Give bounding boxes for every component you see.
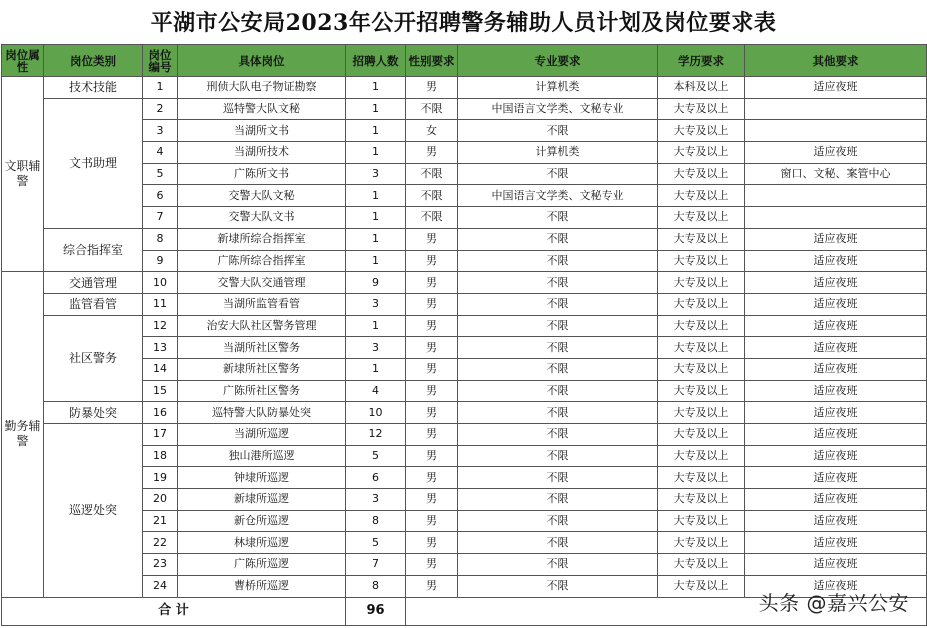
watermark: 头条 @嘉兴公安 xyxy=(758,591,909,615)
position-cell: 交警大队文书 xyxy=(178,207,346,229)
header-code: 岗位编号 xyxy=(143,45,178,77)
count-cell: 1 xyxy=(346,185,406,207)
gender-cell: 男 xyxy=(406,142,458,164)
other-cell: 适应夜班 xyxy=(745,489,927,511)
education-cell: 大专及以上 xyxy=(658,380,745,402)
other-cell: 适应夜班 xyxy=(745,228,927,250)
count-cell: 3 xyxy=(346,337,406,359)
position-cell: 新埭所社区警务 xyxy=(178,358,346,380)
gender-cell: 女 xyxy=(406,120,458,142)
table-row xyxy=(2,402,927,424)
code-cell: 23 xyxy=(143,554,178,576)
header-gender: 性别要求 xyxy=(406,45,458,77)
position-cell: 新埭所综合指挥室 xyxy=(178,228,346,250)
position-cell: 当湖所文书 xyxy=(178,120,346,142)
group-cell: 勤务辅警 xyxy=(2,272,44,597)
other-cell: 适应夜班 xyxy=(745,532,927,554)
category-cell: 文书助理 xyxy=(44,98,143,228)
count-cell: 5 xyxy=(346,445,406,467)
gender-cell: 男 xyxy=(406,532,458,554)
gender-cell: 男 xyxy=(406,489,458,511)
position-cell: 交警大队文秘 xyxy=(178,185,346,207)
code-cell: 2 xyxy=(143,98,178,120)
other-cell: 适应夜班 xyxy=(745,510,927,532)
gender-cell: 男 xyxy=(406,510,458,532)
gender-cell: 男 xyxy=(406,467,458,489)
education-cell: 本科及以上 xyxy=(658,77,745,99)
other-cell: 适应夜班 xyxy=(745,315,927,337)
count-cell: 3 xyxy=(346,163,406,185)
major-cell: 不限 xyxy=(458,315,658,337)
page-title: 平湖市公安局2023年公开招聘警务辅助人员计划及岗位要求表 xyxy=(150,10,777,36)
code-cell: 24 xyxy=(143,575,178,597)
table-row xyxy=(2,77,927,99)
education-cell: 大专及以上 xyxy=(658,250,745,272)
count-cell: 1 xyxy=(346,77,406,99)
count-cell: 1 xyxy=(346,250,406,272)
gender-cell: 不限 xyxy=(406,163,458,185)
category-cell: 社区警务 xyxy=(44,315,143,402)
other-cell: 适应夜班 xyxy=(745,424,927,446)
education-cell: 大专及以上 xyxy=(658,120,745,142)
count-cell: 1 xyxy=(346,142,406,164)
position-cell: 广陈所综合指挥室 xyxy=(178,250,346,272)
count-cell: 8 xyxy=(346,510,406,532)
major-cell: 不限 xyxy=(458,445,658,467)
code-cell: 11 xyxy=(143,293,178,315)
count-cell: 5 xyxy=(346,532,406,554)
position-cell: 当湖所巡逻 xyxy=(178,424,346,446)
major-cell: 不限 xyxy=(458,272,658,294)
code-cell: 14 xyxy=(143,358,178,380)
position-cell: 当湖所社区警务 xyxy=(178,337,346,359)
education-cell: 大专及以上 xyxy=(658,554,745,576)
education-cell: 大专及以上 xyxy=(658,337,745,359)
code-cell: 9 xyxy=(143,250,178,272)
education-cell: 大专及以上 xyxy=(658,489,745,511)
education-cell: 大专及以上 xyxy=(658,510,745,532)
position-cell: 钟埭所巡逻 xyxy=(178,467,346,489)
education-cell: 大专及以上 xyxy=(658,575,745,597)
count-cell: 1 xyxy=(346,98,406,120)
position-cell: 新埭所巡逻 xyxy=(178,489,346,511)
category-cell: 防暴处突 xyxy=(44,402,143,424)
other-cell: 适应夜班 xyxy=(745,358,927,380)
gender-cell: 男 xyxy=(406,554,458,576)
other-cell: 适应夜班 xyxy=(745,250,927,272)
total-label: 合 计 xyxy=(2,597,346,625)
category-cell: 监管看管 xyxy=(44,293,143,315)
major-cell: 不限 xyxy=(458,120,658,142)
count-cell: 1 xyxy=(346,358,406,380)
category-cell: 技术技能 xyxy=(44,77,143,99)
major-cell: 不限 xyxy=(458,207,658,229)
position-cell: 新仓所巡逻 xyxy=(178,510,346,532)
code-cell: 7 xyxy=(143,207,178,229)
gender-cell: 男 xyxy=(406,337,458,359)
code-cell: 15 xyxy=(143,380,178,402)
gender-cell: 男 xyxy=(406,272,458,294)
education-cell: 大专及以上 xyxy=(658,315,745,337)
code-cell: 20 xyxy=(143,489,178,511)
education-cell: 大专及以上 xyxy=(658,185,745,207)
major-cell: 计算机类 xyxy=(458,142,658,164)
code-cell: 4 xyxy=(143,142,178,164)
count-cell: 3 xyxy=(346,293,406,315)
education-cell: 大专及以上 xyxy=(658,163,745,185)
count-cell: 4 xyxy=(346,380,406,402)
education-cell: 大专及以上 xyxy=(658,293,745,315)
count-cell: 6 xyxy=(346,467,406,489)
count-cell: 7 xyxy=(346,554,406,576)
major-cell: 计算机类 xyxy=(458,77,658,99)
code-cell: 5 xyxy=(143,163,178,185)
other-cell: 适应夜班 xyxy=(745,142,927,164)
header-education: 学历要求 xyxy=(658,45,745,77)
other-cell xyxy=(745,98,927,120)
position-cell: 治安大队社区警务管理 xyxy=(178,315,346,337)
table-row xyxy=(2,228,927,250)
other-cell: 适应夜班 xyxy=(745,293,927,315)
position-cell: 当湖所技术 xyxy=(178,142,346,164)
education-cell: 大专及以上 xyxy=(658,424,745,446)
table-row xyxy=(2,98,927,120)
gender-cell: 男 xyxy=(406,250,458,272)
category-cell: 交通管理 xyxy=(44,272,143,294)
major-cell: 不限 xyxy=(458,380,658,402)
gender-cell: 男 xyxy=(406,445,458,467)
gender-cell: 男 xyxy=(406,293,458,315)
other-cell: 适应夜班 xyxy=(745,575,927,597)
code-cell: 17 xyxy=(143,424,178,446)
other-cell: 适应夜班 xyxy=(745,445,927,467)
major-cell: 不限 xyxy=(458,228,658,250)
position-cell: 曹桥所巡逻 xyxy=(178,575,346,597)
header-major: 专业要求 xyxy=(458,45,658,77)
position-cell: 巡特警大队防暴处突 xyxy=(178,402,346,424)
position-cell: 广陈所社区警务 xyxy=(178,380,346,402)
recruitment-table xyxy=(1,44,927,626)
gender-cell: 男 xyxy=(406,228,458,250)
table-row xyxy=(2,293,927,315)
education-cell: 大专及以上 xyxy=(658,532,745,554)
count-cell: 8 xyxy=(346,575,406,597)
gender-cell: 男 xyxy=(406,380,458,402)
code-cell: 22 xyxy=(143,532,178,554)
header-position: 具体岗位 xyxy=(178,45,346,77)
code-cell: 10 xyxy=(143,272,178,294)
other-cell xyxy=(745,185,927,207)
position-cell: 巡特警大队文秘 xyxy=(178,98,346,120)
other-cell: 适应夜班 xyxy=(745,77,927,99)
position-cell: 刑侦大队电子物证勘察 xyxy=(178,77,346,99)
major-cell: 不限 xyxy=(458,402,658,424)
count-cell: 1 xyxy=(346,228,406,250)
gender-cell: 不限 xyxy=(406,185,458,207)
other-cell: 适应夜班 xyxy=(745,380,927,402)
education-cell: 大专及以上 xyxy=(658,272,745,294)
count-cell: 9 xyxy=(346,272,406,294)
header-category: 岗位类别 xyxy=(44,45,143,77)
code-cell: 21 xyxy=(143,510,178,532)
major-cell: 不限 xyxy=(458,250,658,272)
other-cell: 适应夜班 xyxy=(745,337,927,359)
major-cell: 不限 xyxy=(458,489,658,511)
count-cell: 1 xyxy=(346,207,406,229)
major-cell: 不限 xyxy=(458,467,658,489)
count-cell: 1 xyxy=(346,120,406,142)
major-cell: 不限 xyxy=(458,358,658,380)
education-cell: 大专及以上 xyxy=(658,98,745,120)
position-cell: 广陈所巡逻 xyxy=(178,554,346,576)
code-cell: 6 xyxy=(143,185,178,207)
table-row xyxy=(2,272,927,294)
code-cell: 16 xyxy=(143,402,178,424)
major-cell: 不限 xyxy=(458,163,658,185)
header-row xyxy=(2,45,927,77)
position-cell: 当湖所监管看管 xyxy=(178,293,346,315)
other-cell: 适应夜班 xyxy=(745,554,927,576)
education-cell: 大专及以上 xyxy=(658,358,745,380)
education-cell: 大专及以上 xyxy=(658,467,745,489)
gender-cell: 男 xyxy=(406,77,458,99)
code-cell: 19 xyxy=(143,467,178,489)
code-cell: 18 xyxy=(143,445,178,467)
category-cell: 巡逻处突 xyxy=(44,424,143,598)
major-cell: 不限 xyxy=(458,424,658,446)
other-cell: 窗口、文秘、案管中心 xyxy=(745,163,927,185)
education-cell: 大专及以上 xyxy=(658,445,745,467)
education-cell: 大专及以上 xyxy=(658,228,745,250)
other-cell: 适应夜班 xyxy=(745,272,927,294)
gender-cell: 男 xyxy=(406,358,458,380)
code-cell: 1 xyxy=(143,77,178,99)
group-cell: 文职辅警 xyxy=(2,77,44,272)
position-cell: 交警大队交通管理 xyxy=(178,272,346,294)
category-cell: 综合指挥室 xyxy=(44,228,143,271)
other-cell: 适应夜班 xyxy=(745,467,927,489)
code-cell: 3 xyxy=(143,120,178,142)
code-cell: 13 xyxy=(143,337,178,359)
major-cell: 中国语言文学类、文秘专业 xyxy=(458,185,658,207)
count-cell: 3 xyxy=(346,489,406,511)
gender-cell: 男 xyxy=(406,402,458,424)
count-cell: 10 xyxy=(346,402,406,424)
position-cell: 广陈所文书 xyxy=(178,163,346,185)
major-cell: 不限 xyxy=(458,554,658,576)
code-cell: 8 xyxy=(143,228,178,250)
gender-cell: 不限 xyxy=(406,98,458,120)
total-count: 96 xyxy=(346,597,406,625)
other-cell: 适应夜班 xyxy=(745,402,927,424)
education-cell: 大专及以上 xyxy=(658,207,745,229)
code-cell: 12 xyxy=(143,315,178,337)
position-cell: 独山港所巡逻 xyxy=(178,445,346,467)
other-cell xyxy=(745,120,927,142)
education-cell: 大专及以上 xyxy=(658,142,745,164)
major-cell: 不限 xyxy=(458,293,658,315)
count-cell: 1 xyxy=(346,315,406,337)
education-cell: 大专及以上 xyxy=(658,402,745,424)
header-count: 招聘人数 xyxy=(346,45,406,77)
gender-cell: 男 xyxy=(406,315,458,337)
major-cell: 中国语言文学类、文秘专业 xyxy=(458,98,658,120)
count-cell: 12 xyxy=(346,424,406,446)
table-row xyxy=(2,424,927,446)
header-attr: 岗位属性 xyxy=(2,45,44,77)
major-cell: 不限 xyxy=(458,510,658,532)
table-row xyxy=(2,315,927,337)
position-cell: 林埭所巡逻 xyxy=(178,532,346,554)
header-other: 其他要求 xyxy=(745,45,927,77)
major-cell: 不限 xyxy=(458,532,658,554)
gender-cell: 男 xyxy=(406,575,458,597)
major-cell: 不限 xyxy=(458,337,658,359)
major-cell: 不限 xyxy=(458,575,658,597)
other-cell xyxy=(745,207,927,229)
gender-cell: 不限 xyxy=(406,207,458,229)
gender-cell: 男 xyxy=(406,424,458,446)
